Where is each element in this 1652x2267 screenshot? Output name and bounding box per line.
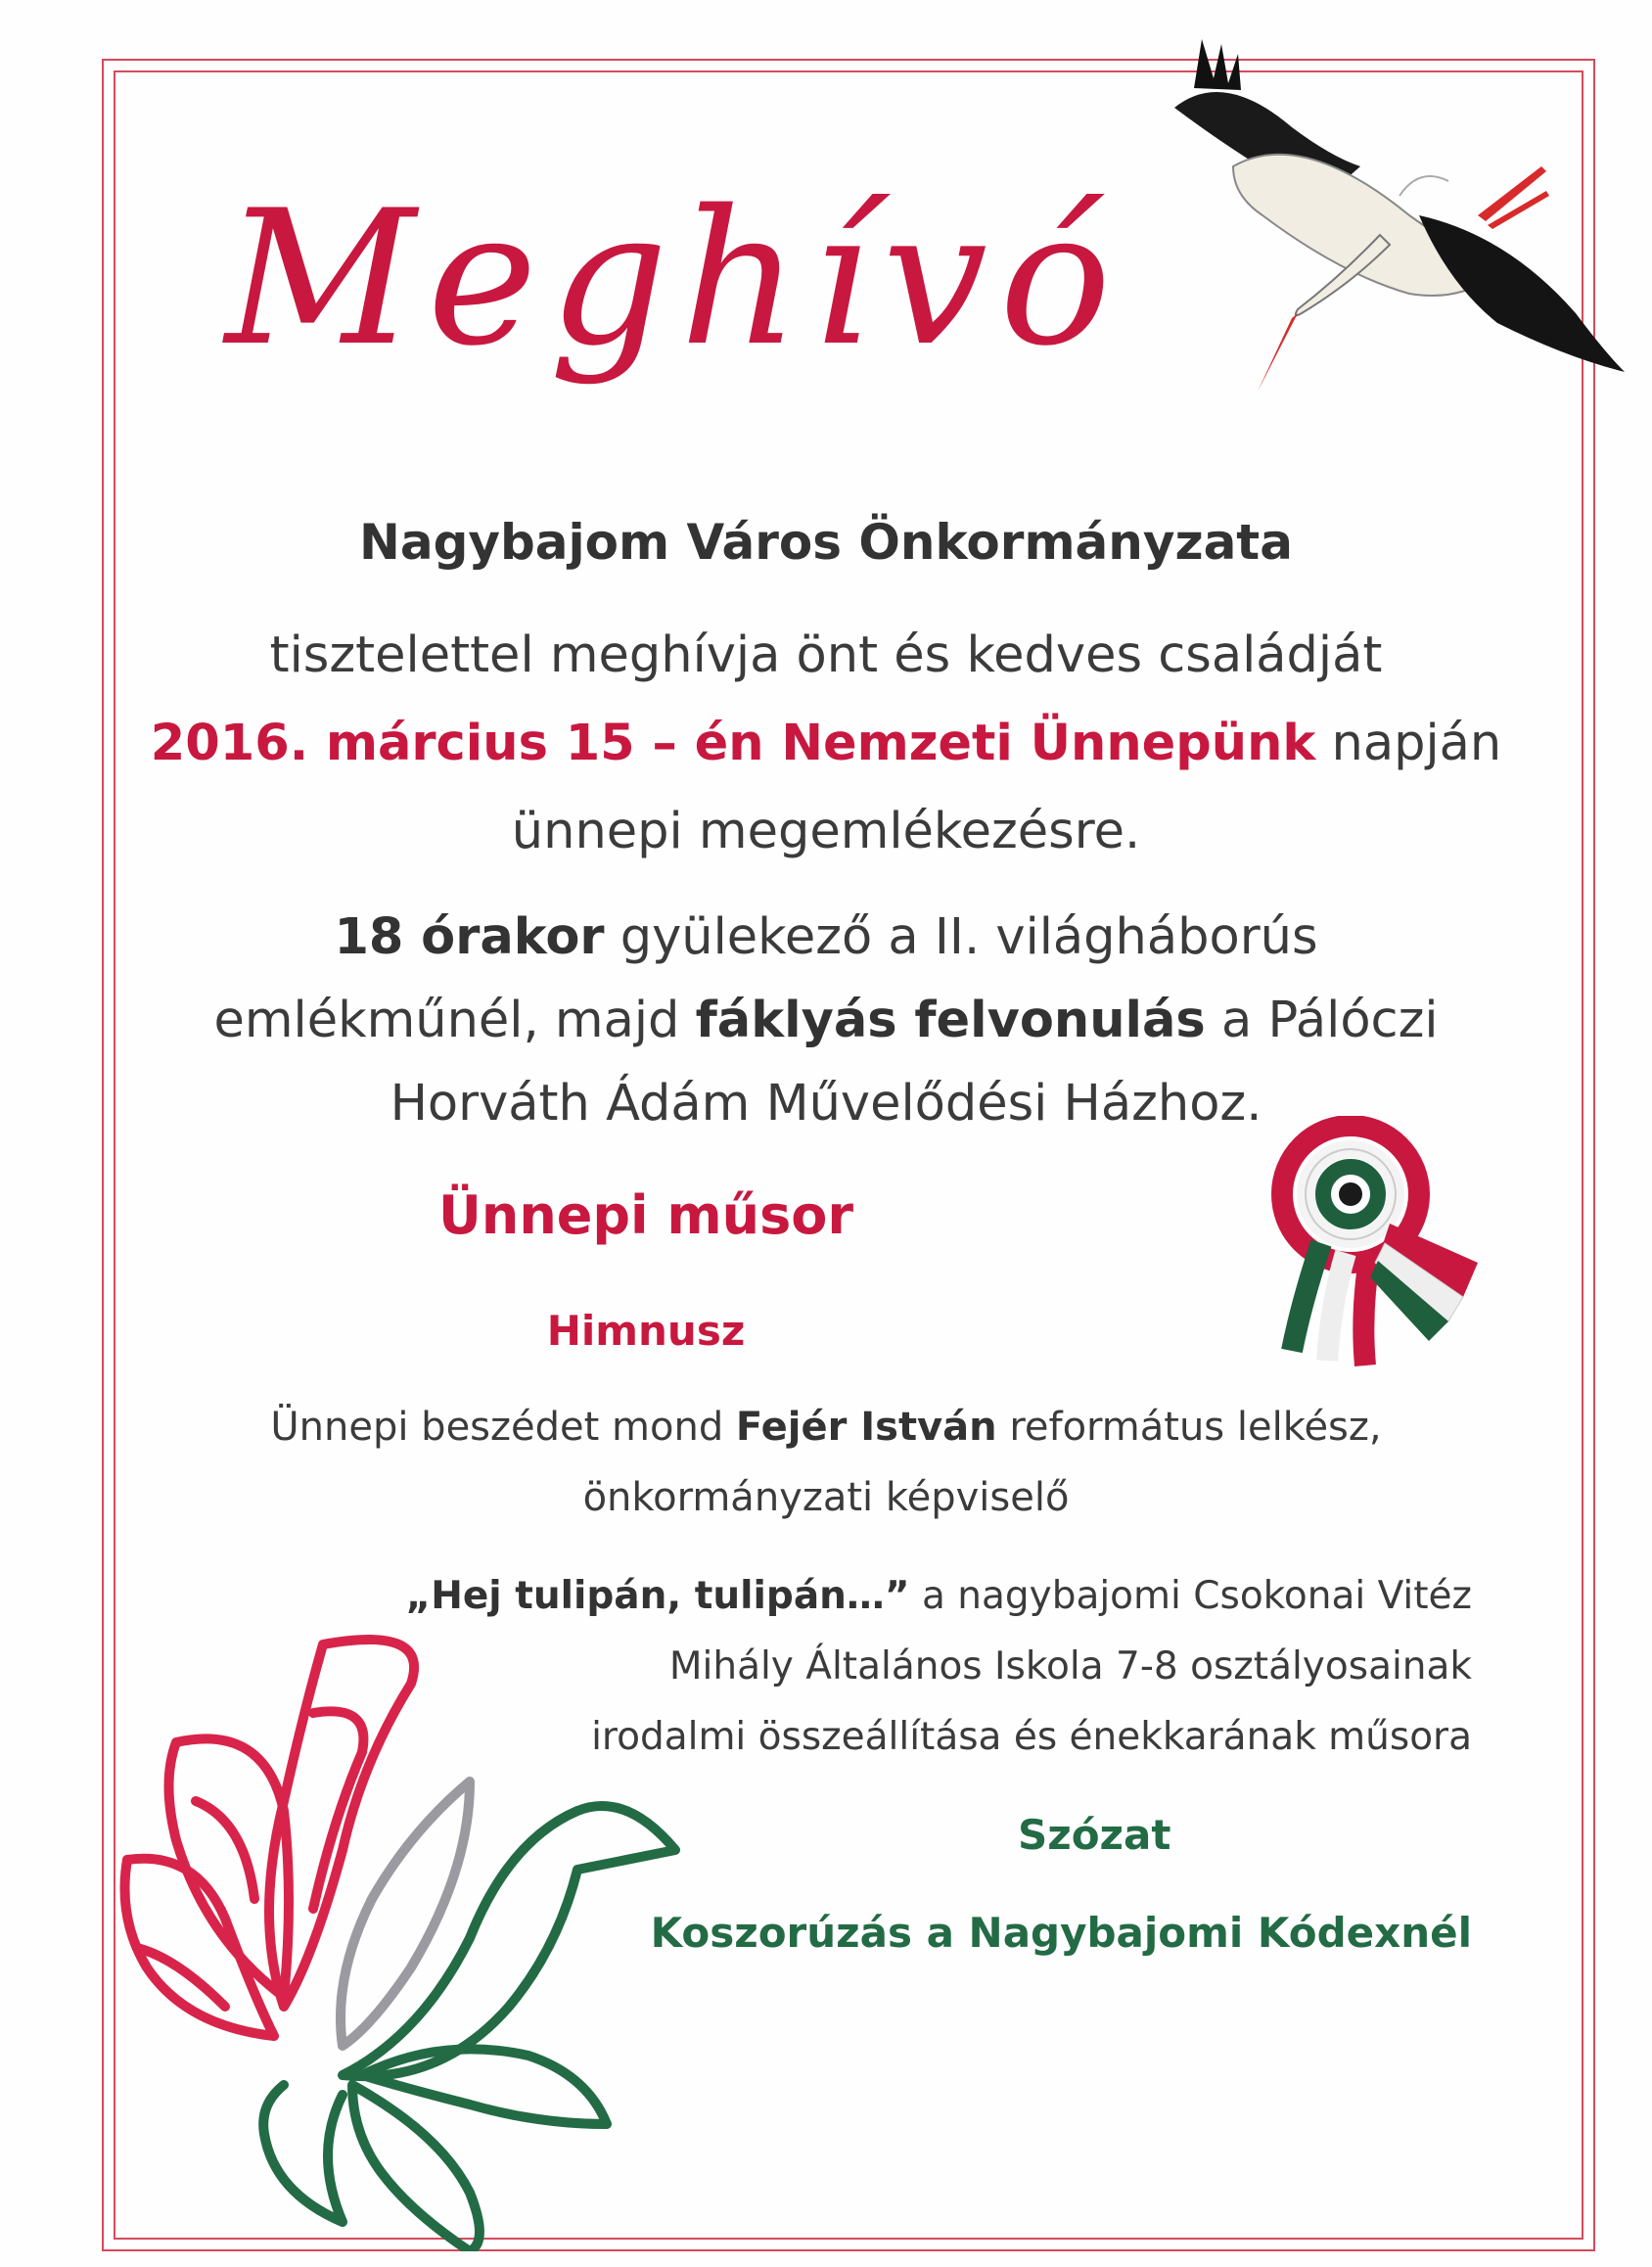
invite-line-3: ünnepi megemlékezésre. (511, 803, 1141, 860)
torch-march: fáklyás felvonulás (695, 992, 1206, 1049)
speaker-name: Fejér István (735, 1405, 997, 1450)
invite-line-1: tisztelettel meghívja önt és kedves családját (269, 626, 1383, 684)
gathering-time: 18 órakor (334, 908, 605, 966)
gathering-line-1 (0, 908, 1652, 966)
performance-title: „Hej tulipán, tulipán…” (405, 1574, 910, 1618)
gathering-line-2-start: emlékműnél, majd (213, 992, 696, 1049)
performance-line-1-rest: a nagybajomi Csokonai Vitéz (909, 1574, 1472, 1618)
speech-rest: református lelkész, (996, 1405, 1382, 1450)
speech-start: Ünnepi beszédet mond (270, 1405, 736, 1450)
invitation-title: Meghívó (225, 170, 1124, 387)
performance-line-1 (406, 1574, 1472, 1618)
stork-illustration (1155, 20, 1634, 392)
tulip-ornament-icon (117, 1625, 724, 2251)
organizer-name: Nagybajom Város Önkormányzata (359, 514, 1293, 571)
program-title: Ünnepi műsor (438, 1184, 853, 1246)
gathering-line-2 (0, 992, 1652, 1049)
invite-line-2 (0, 715, 1652, 772)
performance-line-2: Mihály Általános Iskola 7-8 osztályosainak (668, 1644, 1472, 1689)
gathering-line-1-rest: gyülekező a II. világháborús (604, 908, 1318, 966)
speech-line-1 (0, 1405, 1652, 1450)
szozat-item: Szózat (1018, 1811, 1171, 1859)
anthem-item: Himnusz (546, 1307, 746, 1355)
gathering-line-3: Horváth Ádám Művelődési Házhoz. (390, 1075, 1262, 1133)
gathering-line-2-rest: a Pálóczi (1205, 992, 1439, 1049)
performance-line-3: irodalmi összeállítása és énekkarának műsora (591, 1715, 1472, 1759)
speaker-role: önkormányzati képviselő (582, 1475, 1070, 1520)
cockade-ribbon-icon (1262, 1116, 1497, 1370)
event-date: 2016. március 15 – én Nemzeti Ünnepünk (150, 715, 1316, 772)
wreath-item: Koszorúzás a Nagybajomi Kódexnél (650, 1909, 1472, 1957)
invite-line-2-rest: napján (1315, 715, 1502, 772)
